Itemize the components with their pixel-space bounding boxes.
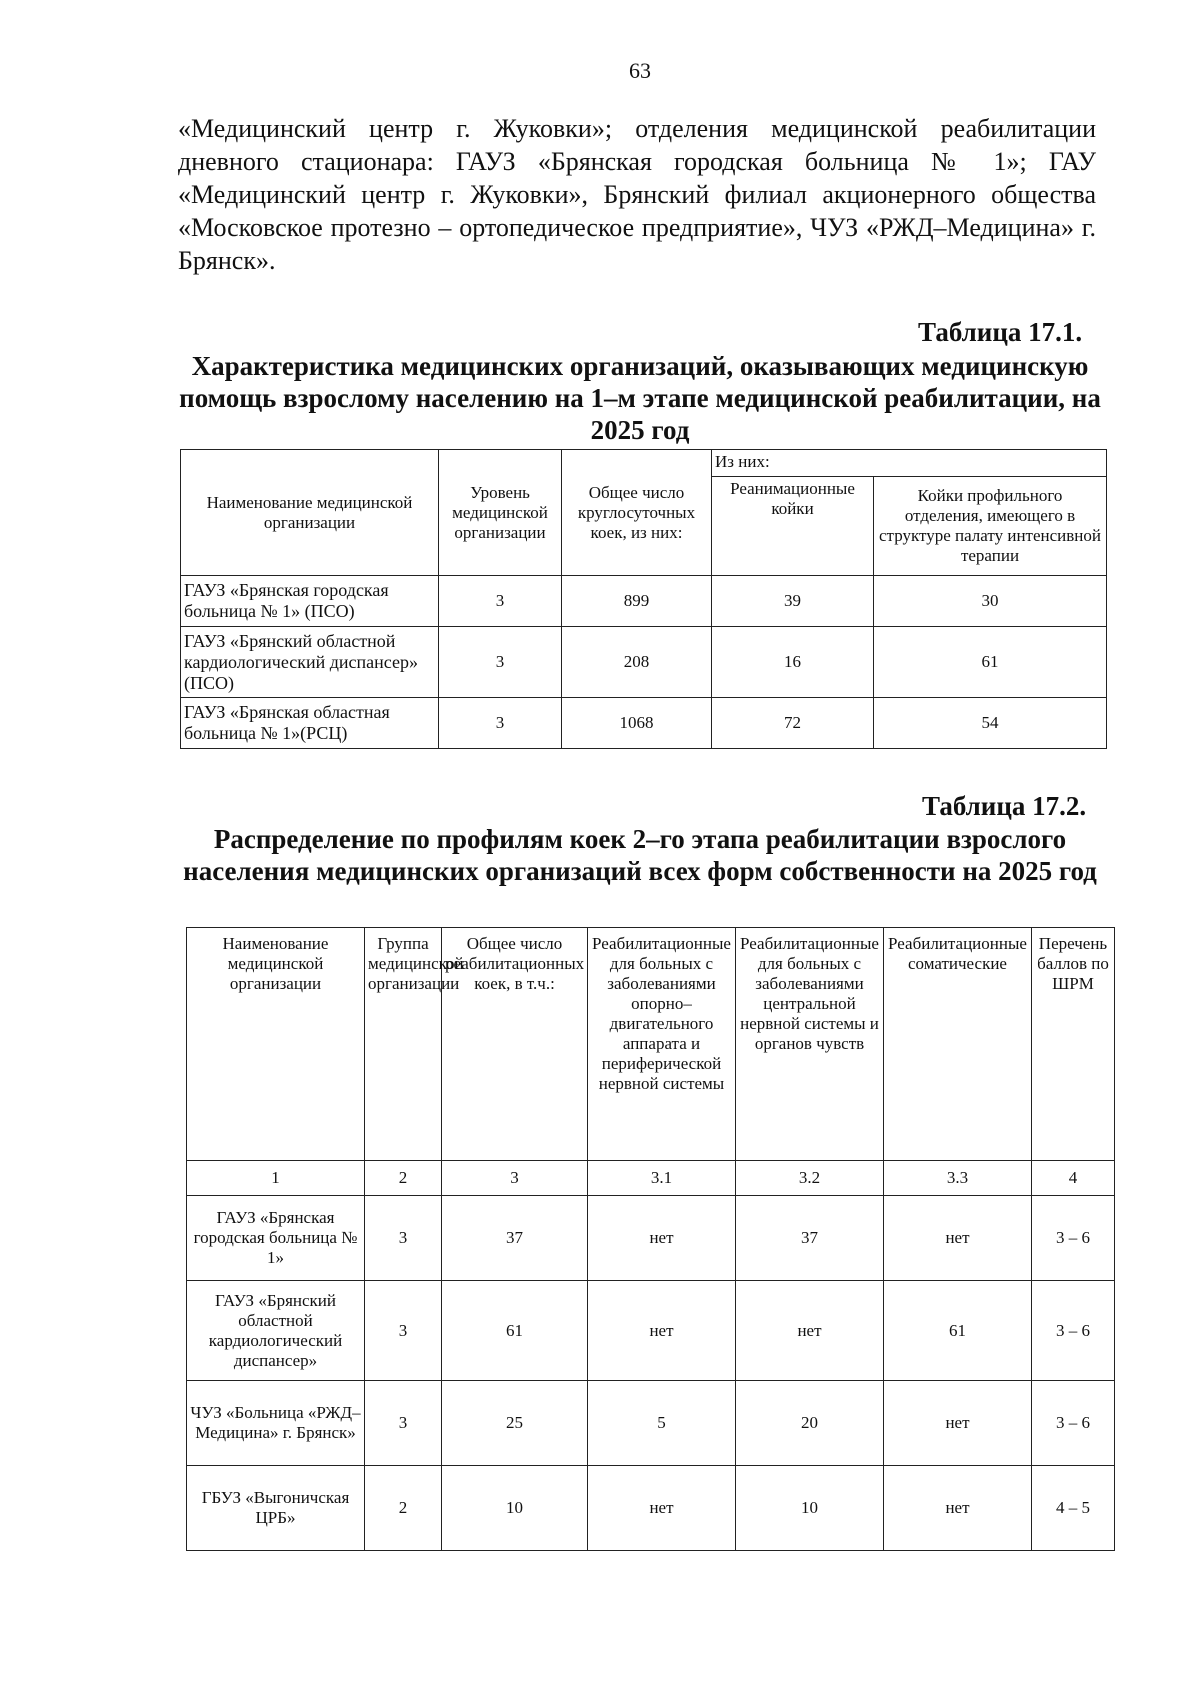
t2-cell: 37 bbox=[442, 1196, 588, 1281]
t1-cell-total: 899 bbox=[562, 576, 712, 627]
t2-header-musculoskeletal: Реабилитационные для больных с заболеваниями опорно–двигательного аппарата и периферической нервной системы bbox=[588, 928, 736, 1161]
table-row bbox=[181, 627, 1107, 698]
t1-cell-icu: 72 bbox=[712, 698, 874, 749]
t2-cell: нет bbox=[588, 1196, 736, 1281]
t1-header-profile: Койки профильного отделения, имеющего в структуре палату интенсивной терапии bbox=[874, 477, 1107, 576]
t2-cell: 3 bbox=[365, 1281, 442, 1381]
t2-cell: 2 bbox=[365, 1466, 442, 1551]
col-number: 2 bbox=[365, 1161, 442, 1196]
t2-header-cns: Реабилитационные для больных с заболеваниями центральной нервной системы и органов чувств bbox=[736, 928, 884, 1161]
t2-cell: нет bbox=[588, 1281, 736, 1381]
t1-cell-total: 1068 bbox=[562, 698, 712, 749]
t2-cell: нет bbox=[884, 1466, 1032, 1551]
t2-header-name: Наименование медицинской организации bbox=[187, 928, 365, 1161]
t2-cell: 37 bbox=[736, 1196, 884, 1281]
table2-title: Распределение по профилям коек 2–го этапа реабилитации взрослого населения медицинских организаций всех форм собственности на 2025 год bbox=[183, 824, 1097, 886]
t2-cell: 4 – 5 bbox=[1032, 1466, 1115, 1551]
t2-cell: 3 – 6 bbox=[1032, 1281, 1115, 1381]
table1-caption: Таблица 17.1. bbox=[918, 317, 1083, 347]
t1-header-of-them: Из них: bbox=[712, 450, 1107, 477]
t1-cell-profile: 30 bbox=[874, 576, 1107, 627]
t2-cell: нет bbox=[736, 1281, 884, 1381]
t2-cell: 3 – 6 bbox=[1032, 1381, 1115, 1466]
t2-cell: нет bbox=[884, 1381, 1032, 1466]
t1-cell-level: 3 bbox=[439, 698, 562, 749]
t1-header-level: Уровень медицинской организации bbox=[439, 450, 562, 576]
t2-header-somatic: Реабилитационные соматические bbox=[884, 928, 1032, 1161]
t2-cell: 61 bbox=[884, 1281, 1032, 1381]
t1-cell-name: ГАУЗ «Брянский областной кардиологический диспансер» (ПСО) bbox=[181, 627, 439, 698]
table1-title: Характеристика медицинских организаций, оказывающих медицинскую помощь взрослому населению на 1–м этапе медицинской реабилитации, на 2025 год bbox=[179, 351, 1101, 445]
intro-paragraph: «Медицинский центр г. Жуковки»; отделения медицинской реабилитации дневного стационара: ГАУЗ «Брянская городская больница № 1»; ГАУ «Медицинский центр г. Жуковки», Брянский филиал акционерного общества «Московское протезно – ортопедическое предприятие», ЧУЗ «РЖД–Медицина» г. Брянск». bbox=[178, 114, 1096, 275]
t2-header-group: Группа медицинской организации bbox=[365, 928, 442, 1161]
t1-header-icu: Реанимационные койки bbox=[712, 477, 874, 576]
t2-cell: 5 bbox=[588, 1381, 736, 1466]
t2-header-srm: Перечень баллов по ШРМ bbox=[1032, 928, 1115, 1161]
t2-cell-name: ГБУЗ «Выгоничская ЦРБ» bbox=[187, 1466, 365, 1551]
table-row bbox=[181, 576, 1107, 627]
t2-cell: 25 bbox=[442, 1381, 588, 1466]
t2-cell: нет bbox=[588, 1466, 736, 1551]
t2-cell-name: ГАУЗ «Брянский областной кардиологический диспансер» bbox=[187, 1281, 365, 1381]
column-numbers-row bbox=[187, 1161, 1115, 1196]
t1-cell-profile: 61 bbox=[874, 627, 1107, 698]
t2-cell: 10 bbox=[736, 1466, 884, 1551]
t1-header-name: Наименование медицинской организации bbox=[181, 450, 439, 576]
t1-header-total: Общее число круглосуточных коек, из них: bbox=[562, 450, 712, 576]
table-row bbox=[181, 698, 1107, 749]
t1-cell-icu: 16 bbox=[712, 627, 874, 698]
col-number: 3.3 bbox=[884, 1161, 1032, 1196]
col-number: 3.2 bbox=[736, 1161, 884, 1196]
t1-cell-level: 3 bbox=[439, 576, 562, 627]
t2-cell: 20 bbox=[736, 1381, 884, 1466]
t2-cell-name: ГАУЗ «Брянская городская больница № 1» bbox=[187, 1196, 365, 1281]
t1-cell-level: 3 bbox=[439, 627, 562, 698]
t2-cell: 3 bbox=[365, 1196, 442, 1281]
t2-cell: нет bbox=[884, 1196, 1032, 1281]
t2-cell: 10 bbox=[442, 1466, 588, 1551]
t1-cell-profile: 54 bbox=[874, 698, 1107, 749]
table-row bbox=[187, 1381, 1115, 1466]
t1-cell-total: 208 bbox=[562, 627, 712, 698]
table2-caption: Таблица 17.2. bbox=[922, 791, 1087, 821]
table-row bbox=[187, 1196, 1115, 1281]
col-number: 3 bbox=[442, 1161, 588, 1196]
table1 bbox=[180, 449, 1107, 749]
t2-header-total: Общее число реабилитационных коек, в т.ч.: bbox=[442, 928, 588, 1161]
col-number: 3.1 bbox=[588, 1161, 736, 1196]
col-number: 1 bbox=[187, 1161, 365, 1196]
t2-cell-name: ЧУЗ «Больница «РЖД–Медицина» г. Брянск» bbox=[187, 1381, 365, 1466]
t1-cell-name: ГАУЗ «Брянская областная больница № 1»(РСЦ) bbox=[181, 698, 439, 749]
table2 bbox=[186, 927, 1115, 1551]
t2-cell: 3 bbox=[365, 1381, 442, 1466]
t1-cell-icu: 39 bbox=[712, 576, 874, 627]
t2-cell: 3 – 6 bbox=[1032, 1196, 1115, 1281]
table-row bbox=[187, 1281, 1115, 1381]
table-row bbox=[187, 1466, 1115, 1551]
t1-cell-name: ГАУЗ «Брянская городская больница № 1» (ПСО) bbox=[181, 576, 439, 627]
col-number: 4 bbox=[1032, 1161, 1115, 1196]
page-number: 63 bbox=[629, 58, 651, 83]
t2-cell: 61 bbox=[442, 1281, 588, 1381]
